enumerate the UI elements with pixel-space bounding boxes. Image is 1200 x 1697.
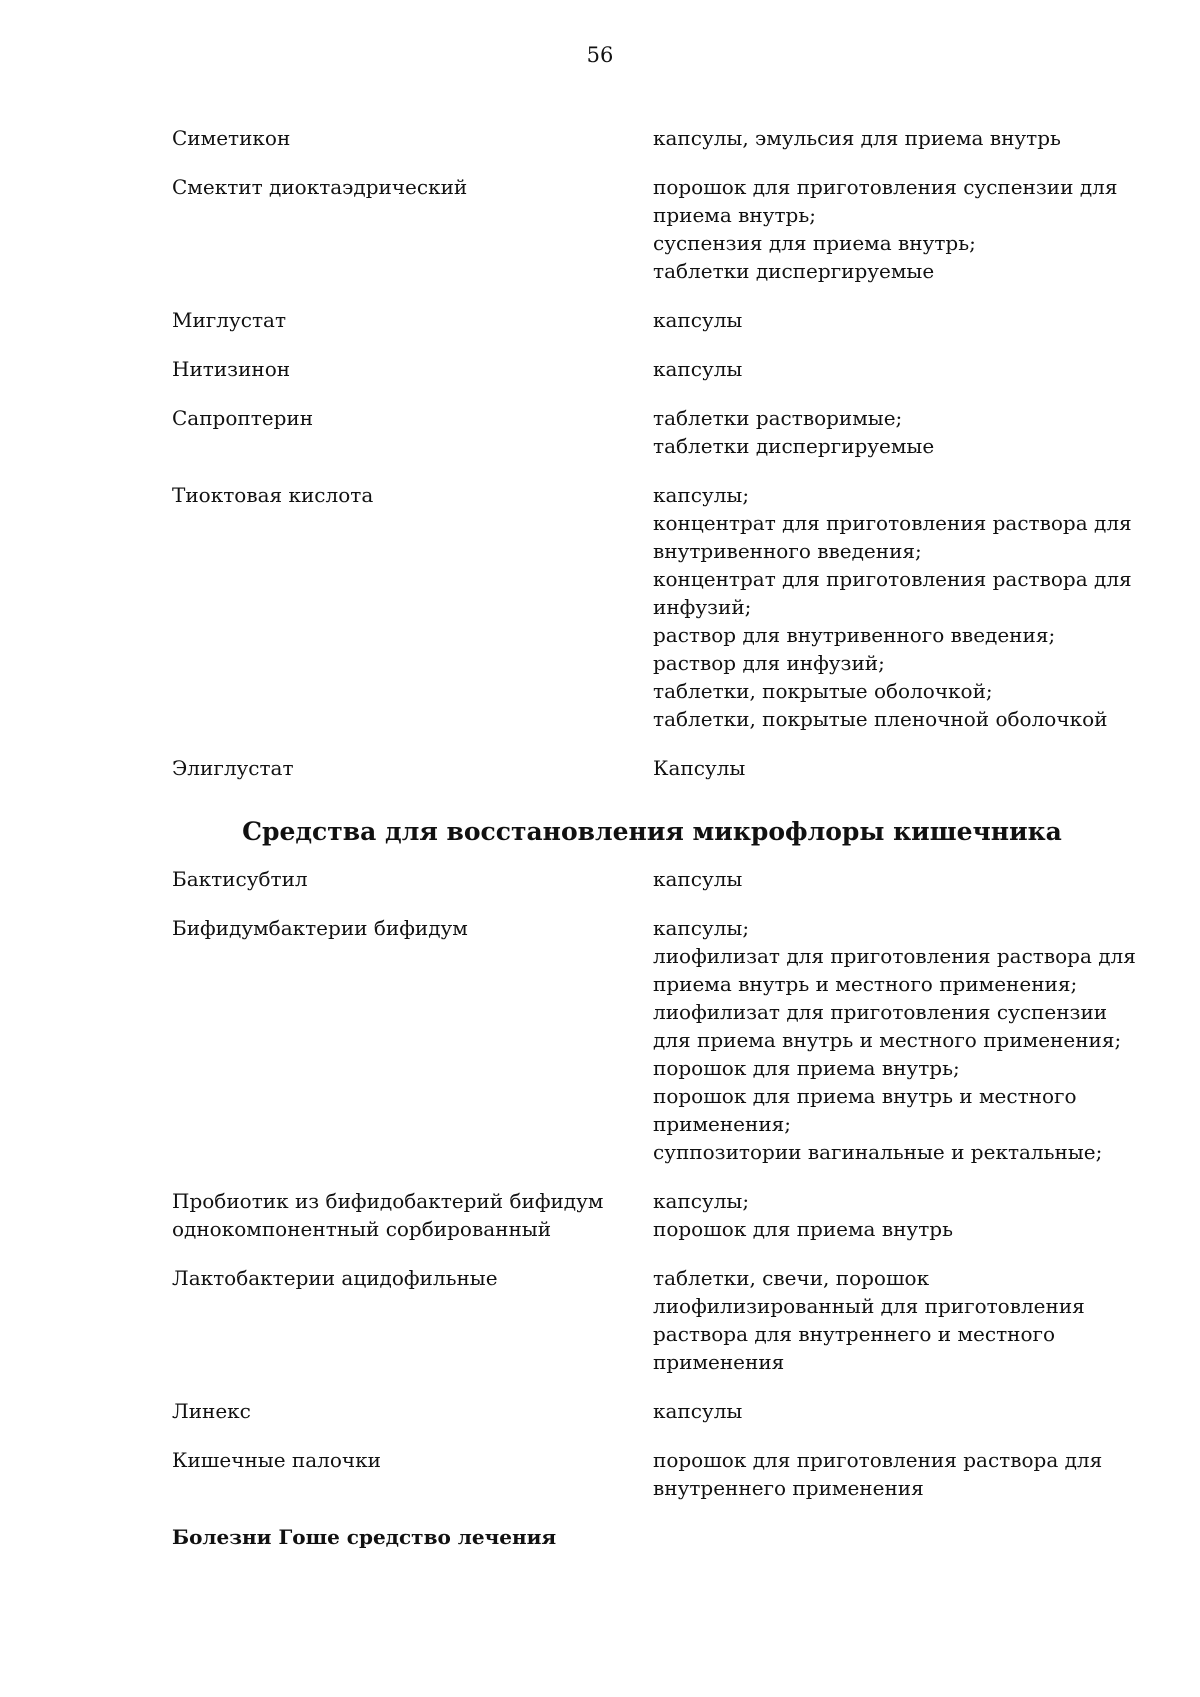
table-row: [172, 481, 1132, 733]
dosage-forms: [653, 124, 1132, 152]
table-row: [172, 1446, 1132, 1502]
dosage-form-line: внутреннего применения: [653, 1476, 924, 1500]
dosage-form-line: капсулы;: [653, 1189, 750, 1213]
drug-name-line: Бактисубтил: [172, 867, 308, 891]
dosage-form-line: порошок для приготовления суспензии для: [653, 175, 1118, 199]
dosage-form-line: таблетки растворимые;: [653, 406, 903, 430]
dosage-form-line: раствор для внутривенного введения;: [653, 623, 1056, 647]
drug-name: [172, 306, 653, 334]
dosage-form-line: внутривенного введения;: [653, 539, 922, 563]
drug-name: [172, 173, 653, 285]
dosage-form-line: таблетки, свечи, порошок: [653, 1266, 930, 1290]
drug-table-2: [172, 865, 1136, 1502]
drug-name: [172, 1397, 653, 1425]
drug-name-line: Тиоктовая кислота: [172, 483, 374, 507]
dosage-form-line: порошок для приема внутрь;: [653, 1056, 960, 1080]
dosage-forms: [653, 914, 1136, 1166]
dosage-form-line: капсулы: [653, 357, 743, 381]
dosage-form-line: концентрат для приготовления раствора для: [653, 511, 1132, 535]
dosage-forms: [653, 1187, 1132, 1243]
dosage-form-line: для приема внутрь и местного применения;: [653, 1028, 1122, 1052]
drug-name-line: Смектит диоктаэдрический: [172, 175, 468, 199]
drug-name: [172, 865, 653, 893]
dosage-form-line: капсулы, эмульсия для приема внутрь: [653, 126, 1061, 150]
dosage-form-line: приема внутрь;: [653, 203, 816, 227]
dosage-form-line: капсулы: [653, 1399, 743, 1423]
drug-name-line: Элиглустат: [172, 756, 294, 780]
section-title: Средства для восстановления микрофлоры кишечника: [242, 817, 1062, 846]
dosage-forms: [653, 481, 1132, 733]
dosage-form-line: лиофилизированный для приготовления: [653, 1294, 1085, 1318]
dosage-form-line: применения;: [653, 1112, 792, 1136]
table-row: [172, 914, 1136, 1166]
dosage-form-line: приема внутрь и местного применения;: [653, 972, 1078, 996]
table-row: [172, 306, 1132, 334]
table-row: [172, 124, 1132, 152]
drug-name-line: однокомпонентный сорбированный: [172, 1217, 552, 1241]
dosage-form-line: таблетки, покрытые пленочной оболочкой: [653, 707, 1108, 731]
drug-name: [172, 1187, 653, 1243]
dosage-form-line: Капсулы: [653, 756, 746, 780]
drug-table-1: [172, 124, 1132, 782]
drug-name-line: Миглустат: [172, 308, 287, 332]
table-row: [172, 1264, 1132, 1376]
dosage-form-line: капсулы;: [653, 483, 750, 507]
page-content: [172, 124, 1136, 1551]
drug-name-line: Бифидумбактерии бифидум: [172, 916, 468, 940]
dosage-form-line: концентрат для приготовления раствора для: [653, 567, 1132, 591]
dosage-form-line: применения: [653, 1350, 785, 1374]
dosage-forms: [653, 865, 1132, 893]
drug-name: [172, 404, 653, 460]
dosage-form-line: порошок для приготовления раствора для: [653, 1448, 1103, 1472]
dosage-form-line: таблетки диспергируемые: [653, 434, 935, 458]
dosage-forms: [653, 754, 1132, 782]
table-row: [172, 1187, 1132, 1243]
drug-name-line: Сапроптерин: [172, 406, 314, 430]
dosage-form-line: таблетки, покрытые оболочкой;: [653, 679, 993, 703]
drug-name-line: Линекс: [172, 1399, 251, 1423]
dosage-form-line: таблетки диспергируемые: [653, 259, 935, 283]
table-row: [172, 1397, 1132, 1425]
drug-name-line: Кишечные палочки: [172, 1448, 381, 1472]
dosage-forms: [653, 1397, 1132, 1425]
drug-name-line: Нитизинон: [172, 357, 291, 381]
dosage-form-line: раствор для инфузий;: [653, 651, 885, 675]
dosage-forms: [653, 404, 1132, 460]
table-row: [172, 754, 1132, 782]
dosage-form-line: лиофилизат для приготовления раствора для: [653, 944, 1136, 968]
final-heading: Болезни Гоше средство лечения: [172, 1525, 557, 1549]
dosage-form-line: раствора для внутреннего и местного: [653, 1322, 1056, 1346]
dosage-form-line: суппозитории вагинальные и ректальные;: [653, 1140, 1103, 1164]
dosage-forms: [653, 306, 1132, 334]
dosage-form-line: инфузий;: [653, 595, 752, 619]
drug-name: [172, 124, 653, 152]
drug-name: [172, 481, 653, 733]
dosage-forms: [653, 173, 1132, 285]
dosage-form-line: лиофилизат для приготовления суспензии: [653, 1000, 1108, 1024]
drug-name: [172, 914, 653, 1166]
table-row: [172, 173, 1132, 285]
drug-name-line: Пробиотик из бифидобактерий бифидум: [172, 1189, 604, 1213]
dosage-form-line: капсулы: [653, 308, 743, 332]
drug-name: [172, 1446, 653, 1502]
drug-name-line: Лактобактерии ацидофильные: [172, 1266, 498, 1290]
dosage-form-line: капсулы;: [653, 916, 750, 940]
drug-name: [172, 355, 653, 383]
table-row: [172, 404, 1132, 460]
drug-name-line: Симетикон: [172, 126, 291, 150]
dosage-form-line: капсулы: [653, 867, 743, 891]
table-row: [172, 355, 1132, 383]
dosage-form-line: суспензия для приема внутрь;: [653, 231, 976, 255]
dosage-forms: [653, 1264, 1132, 1376]
table-row: [172, 865, 1132, 893]
dosage-form-line: порошок для приема внутрь и местного: [653, 1084, 1077, 1108]
dosage-form-line: порошок для приема внутрь: [653, 1217, 953, 1241]
dosage-forms: [653, 1446, 1132, 1502]
drug-name: [172, 754, 653, 782]
dosage-forms: [653, 355, 1132, 383]
page-number: 56: [586, 43, 614, 67]
drug-name: [172, 1264, 653, 1376]
